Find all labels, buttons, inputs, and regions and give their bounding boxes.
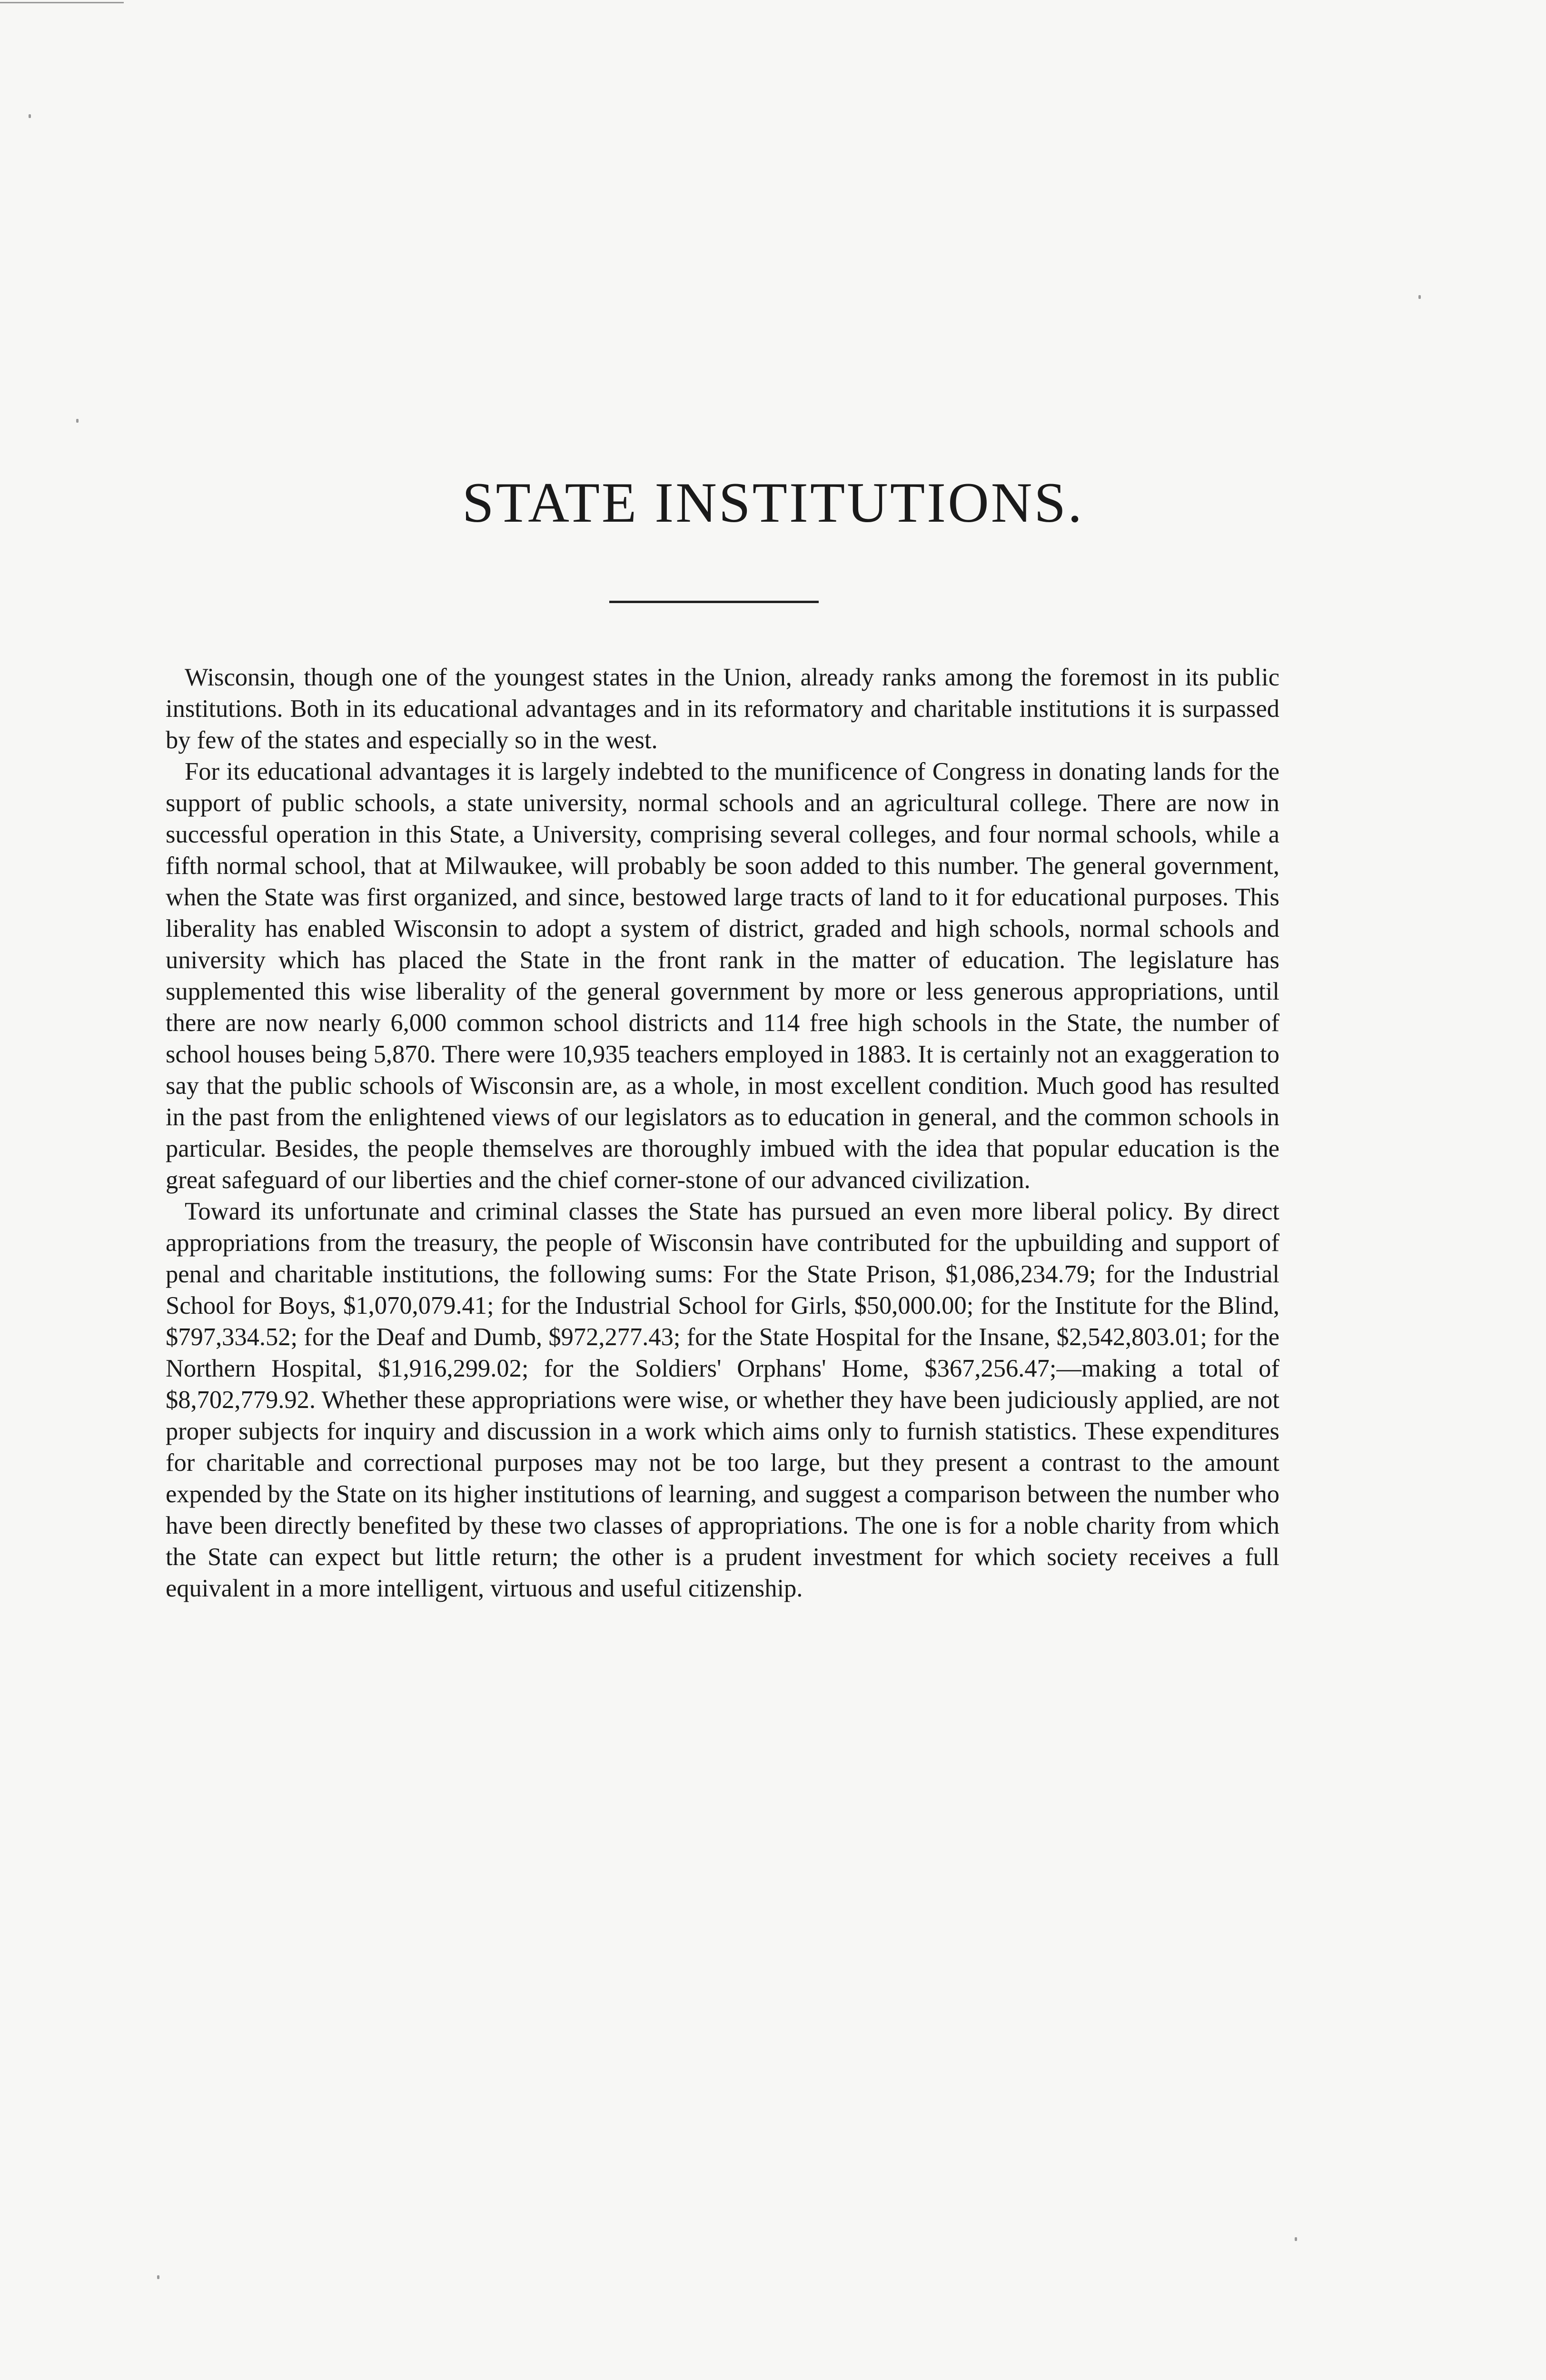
scan-speck (1295, 2237, 1297, 2241)
paragraph-1: Wisconsin, though one of the youngest states in the Union, already ranks among the foremost in its public institutions. Both in its educational advantages and in its reformatory and charitable institutions it is surpassed by few of the states and especially so in the west. (166, 664, 1279, 754)
scan-speck (29, 114, 31, 118)
article-body (166, 662, 1279, 1604)
paragraph-2: For its educational advantages it is largely indebted to the munificence of Congress in donating lands for the support of public schools, a state university, normal schools and an agricultural college. There are now in successful operation in this State, a University, comprising several colleges, and four normal schools, while a fifth normal school, that at Milwaukee, will probably be soon added to this number. The general government, when the State was first organized, and since, bestowed large tracts of land to it for educational purposes. This liberality has enabled Wisconsin to adopt a system of district, graded and high schools, normal schools and university which has placed the State in the front rank in the matter of education. The legislature has supplemented this wise liberality of the general government by more or less generous appropriations, until there are now nearly 6,000 common school districts and 114 free high schools in the State, the number of school houses being 5,870. There were 10,935 teachers employed in 1883. It is certainly not an exaggeration to say that the public schools of Wisconsin are, as a whole, in most excellent condition. Much good has resulted in the past from the enlightened views of our legislators as to education in general, and the common schools in particular. Besides, the people themselves are thoroughly imbued with the idea that popular education is the great safeguard of our liberties and the chief corner-stone of our advanced civilization. (166, 758, 1279, 1194)
scan-speck (1418, 295, 1421, 299)
title-divider (609, 601, 819, 603)
scan-speck (76, 419, 79, 423)
paragraph-3: Toward its unfortunate and criminal classes the State has pursued an even more liberal policy. By direct appropriations from the treasury, the people of Wisconsin have contributed for the upbuilding and support of penal and charitable institutions, the following sums: For the State Prison, $1,086,234.79; for the Industrial School for Boys, $1,070,079.41; for the Industrial School for Girls, $50,000.00; for the Institute for the Blind, $797,334.52; for the Deaf and Dumb, $972,277.43; for the State Hospital for the Insane, $2,542,803.01; for the Northern Hospital, $1,916,299.02; for the Soldiers' Orphans' Home, $367,256.47;—making a total of $8,702,779.92. Whether these appropriations were wise, or whether they have been judiciously applied, are not proper subjects for inquiry and discussion in a work which aims only to furnish statistics. These expenditures for charitable and correctional purposes may not be too large, but they present a contrast to the amount expended by the State on its higher institutions of learning, and suggest a comparison between the number who have been directly benefited by these two classes of appropriations. The one is for a noble charity from which the State can expect but little return; the other is a prudent investment for which society receives a full equivalent in a more intelligent, virtuous and useful citizenship. (166, 1198, 1279, 1602)
top-edge-rule (0, 2, 124, 3)
scan-speck (157, 2275, 159, 2279)
page-title: STATE INSTITUTIONS. (462, 471, 1084, 534)
